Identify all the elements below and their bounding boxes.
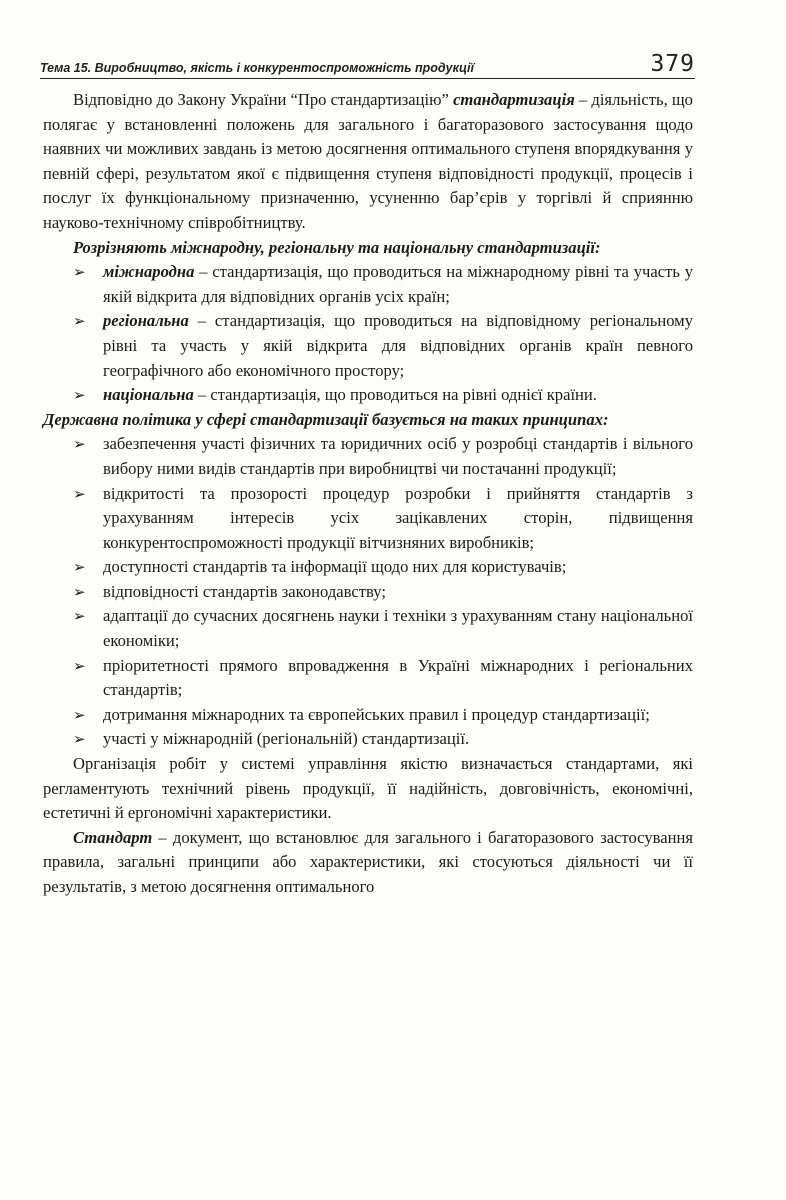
running-header [40, 46, 695, 79]
arrow-bullet-icon: ➢ [73, 435, 86, 454]
principle-text: участі у міжнародній (регіональній) стандартизації. [103, 729, 470, 749]
principle-text: пріоритетності прямого впровадження в Україні міжнародних і регіональних стандартів; [103, 655, 693, 700]
intro-text-before: Відповідно до Закону України “Про стандартизацію” [73, 90, 454, 109]
arrow-bullet-icon: ➢ [73, 386, 86, 405]
type-text: – стандартизація, що проводиться на рівні однієї країни. [193, 385, 597, 405]
list-item [43, 482, 693, 556]
list-item [43, 383, 693, 408]
page-body [43, 88, 693, 900]
principle-text: дотримання міжнародних та європейських правил і процедур стандартизації; [103, 704, 650, 724]
list-item [43, 703, 693, 728]
arrow-bullet-icon: ➢ [73, 656, 86, 675]
arrow-bullet-icon: ➢ [73, 484, 86, 503]
types-list [43, 260, 693, 408]
arrow-bullet-icon: ➢ [73, 730, 86, 749]
list-item [43, 260, 693, 309]
page-number: 379 [650, 51, 695, 77]
principles-heading: Державна політика у сфері стандартизації базується на таких принципах: [43, 409, 609, 429]
list-item [43, 432, 693, 481]
principle-text: адаптації до сучасних досягнень науки і техніки з урахуванням стану національної економіки; [103, 606, 693, 651]
type-term: регіональна [103, 311, 189, 331]
principle-text: відповідності стандартів законодавству; [103, 581, 386, 601]
list-item [43, 555, 693, 580]
intro-text-after: – діяльність, що полягає у встановленні положень для загального і багаторазового застосування щодо наявних чи можливих завдань із метою досягнення оптимального ступеня впорядкування у певній сфері, результатом якої є підвищення ступеня відповідності продукції, процесів і послуг їх функціональному призначенню, усуненню бар’єрів у торгівлі й сприянню науково-технічному співробітництву. [43, 90, 693, 232]
list-item [43, 727, 693, 752]
arrow-bullet-icon: ➢ [73, 312, 86, 331]
standard-paragraph [43, 826, 693, 900]
standard-text: – документ, що встановлює для загального і багаторазового застосування правила, загальні принципи або характеристики, які стосуються діяльності чи її результатів, з метою досягнення оптимального [43, 827, 693, 896]
arrow-bullet-icon: ➢ [73, 705, 86, 724]
standard-term: Стандарт [73, 827, 153, 847]
arrow-bullet-icon: ➢ [73, 607, 86, 626]
list-item [43, 309, 693, 383]
header-title: Тема 15. Виробництво, якість і конкурентоспроможність продукції [40, 61, 474, 75]
organization-paragraph: Організація робіт у системі управління якістю визначається стандартами, які регламентують технічний рівень продукції, її надійність, довговічність, економічні, естетичні й ергономічні характеристики. [43, 754, 693, 823]
list-item [43, 604, 693, 653]
type-term: національна [103, 385, 194, 405]
intro-paragraph [43, 88, 693, 236]
principles-list [43, 432, 693, 752]
list-item [43, 580, 693, 605]
list-item [43, 654, 693, 703]
arrow-bullet-icon: ➢ [73, 582, 86, 601]
type-text: – стандартизація, що проводиться на міжнародному рівні та участь у якій відкрита для відповідних органів усіх країн; [103, 262, 693, 306]
types-heading: Розрізняють міжнародну, регіональну та національну стандартизації: [73, 237, 601, 257]
principle-text: забезпечення участі фізичних та юридичних осіб у розробці стандартів і вільного вибору ними видів стандартів при виробництві чи постачанні продукції; [103, 434, 693, 478]
type-term: міжнародна [103, 262, 195, 282]
principle-text: відкритості та прозорості процедур розробки і прийняття стандартів з урахуванням інтересів усіх зацікавлених сторін, підвищення конкурентоспроможності продукції вітчизняних виробників; [103, 483, 693, 552]
type-text: – стандартизація, що проводиться на відповідному регіональному рівні та участь у якій відкрита для відповідних органів країн певного географічного або економічного простору; [103, 311, 693, 380]
arrow-bullet-icon: ➢ [73, 263, 86, 282]
intro-term: стандартизація [453, 90, 575, 109]
principle-text: доступності стандартів та інформації щодо них для користувачів; [103, 557, 567, 577]
arrow-bullet-icon: ➢ [73, 558, 86, 577]
